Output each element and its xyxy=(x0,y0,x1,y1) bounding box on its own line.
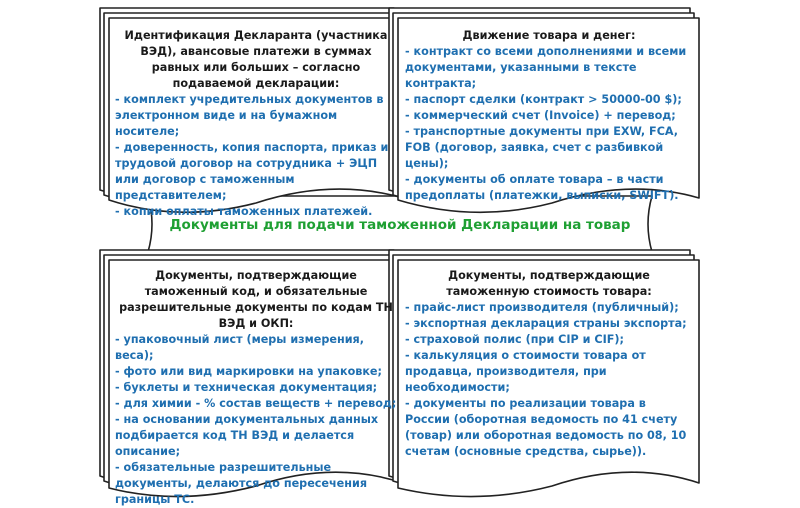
center-title: Документы для подачи таможенной Декларации на товар xyxy=(169,217,631,233)
card-heading: Документы, подтверждающие таможенный код, и обязательные разрешительные документы по кодам ТН ВЭД и ОКП: xyxy=(119,269,393,330)
list-item: - транспортные документы при EXW, FCA, FOB (договор, заявка, счет с разбивкой цены); xyxy=(405,125,679,170)
card-customs-code-documents xyxy=(115,268,397,508)
list-item: - на основании документальных данных подбирается код ТН ВЭД и делается описание; xyxy=(115,413,379,458)
list-item: - паспорт сделки (контракт > 50000-00 $); xyxy=(405,93,682,106)
list-item: - коммерческий счет (Invoice) + перевод; xyxy=(405,109,676,122)
card-declarant-identification xyxy=(115,28,397,220)
list-item: - страховой полис (при CIP и CIF); xyxy=(405,333,624,346)
list-item: - экспортная декларация страны экспорта; xyxy=(405,317,687,330)
list-item: - обязательные разрешительные документы, делаются до пересечения границы ТС. xyxy=(115,461,368,506)
card-heading: Движение товара и денег: xyxy=(462,29,636,42)
card-customs-value-documents xyxy=(405,268,693,460)
list-item: - документы по реализации товара в России (оборотная ведомость по 41 счету (товар) или оборотная ведомость по 08, 10 счетам (основные средства, сырье)). xyxy=(405,397,687,458)
list-item: - фото или вид маркировки на упаковке; xyxy=(115,365,382,378)
list-item: - комплект учредительных документов в электронном виде и на бумажном носителе; xyxy=(115,93,384,138)
card-goods-and-money-flow xyxy=(405,28,693,204)
list-item: - упаковочный лист (меры измерения, веса); xyxy=(115,333,364,362)
card-heading: Идентификация Декларанта (участника ВЭД), авансовые платежи в суммах равных или больших – согласно подаваемой декларации: xyxy=(124,29,388,90)
list-item: - документы об оплате товара – в части предоплаты (платежки, выписки, SWIFT). xyxy=(405,173,679,202)
list-item: - копии оплаты таможенных платежей. xyxy=(115,205,373,218)
list-item: - доверенность, копия паспорта, приказ и трудовой договор на сотрудника + ЭЦП или договор с таможенным представителем; xyxy=(115,141,389,202)
list-item: - калькуляция о стоимости товара от продавца, производителя, при необходимости; xyxy=(405,349,646,394)
list-item: - прайс-лист производителя (публичный); xyxy=(405,301,679,314)
list-item: - для химии - % состав веществ + перевод; xyxy=(115,397,397,410)
card-heading: Документы, подтверждающие таможенную стоимость товара: xyxy=(446,269,652,298)
list-item: - буклеты и техническая документация; xyxy=(115,381,378,394)
list-item: - контракт со всеми дополнениями и всеми документами, указанными в тексте контракта; xyxy=(405,45,687,90)
